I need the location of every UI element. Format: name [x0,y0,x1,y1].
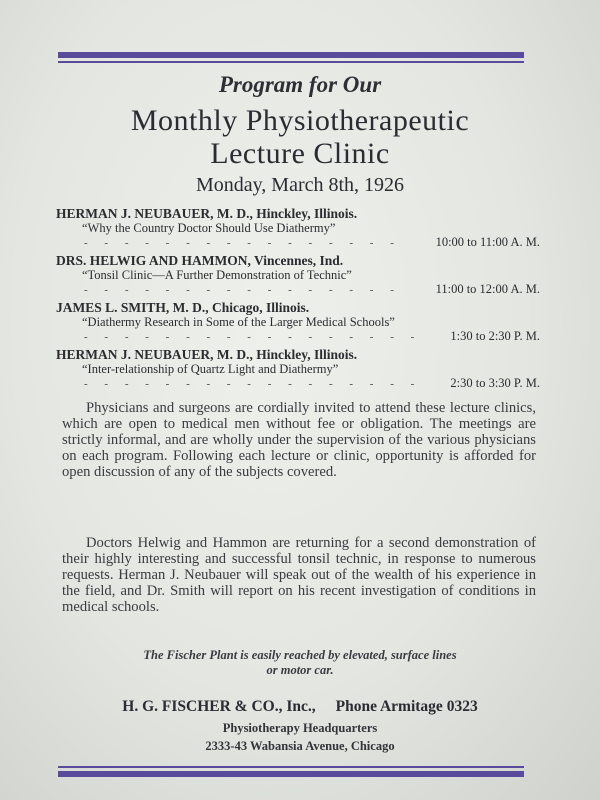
leader-dots: - - - - - - - - - - - - - - - - - [84,378,422,390]
session-speaker: DRS. HELWIG AND HAMMON, Vincennes, Ind. [56,253,344,268]
session-talk-title: “Inter-relationship of Quartz Light and Diathermy” [82,362,339,376]
session-time: 11:00 to 12:00 A. M. [435,282,540,296]
directions-note [0,648,600,678]
program-date: Monday, March 8th, 1926 [195,174,405,196]
session-time-row [56,376,540,391]
main-title [0,104,600,170]
leader-dots: - - - - - - - - - - - - - - - - [84,237,401,249]
session-time-row [56,282,540,297]
company-phone: Phone Armitage 0323 [335,698,478,715]
directions-line-1: The Fischer Plant is easily reached by elevated, surface lines [143,648,457,662]
company-tagline: Physiotherapy Headquarters [222,721,378,735]
session-speaker: HERMAN J. NEUBAUER, M. D., Hinckley, Illinois. [56,347,358,362]
session-talk-title: “Tonsil Clinic—A Further Demonstration of Technic” [82,268,352,282]
session-speaker: JAMES L. SMITH, M. D., Chicago, Illinois. [56,300,310,315]
session-speaker: HERMAN J. NEUBAUER, M. D., Hinckley, Illinois. [56,206,358,221]
session-time: 1:30 to 2:30 P. M. [450,329,540,343]
session-time: 2:30 to 3:30 P. M. [450,376,540,390]
company-line [0,698,600,716]
speakers-paragraph: Doctors Helwig and Hammon are returning for a second demonstration of their highly interesting and successful tonsil technic, in response to numerous requests. Herman J. Neubauer will speak out of the wealth of his experience in the field, and Dr. Smith will report on his recent investigation of conditions in medical schools. [62,535,536,615]
top-double-rule [58,52,524,63]
leader-dots: - - - - - - - - - - - - - - - - [84,284,401,296]
session-item [56,253,540,297]
company-name: H. G. FISCHER & CO., Inc., [122,698,316,715]
invitation-paragraph: Physicians and surgeons are cordially invited to attend these lecture clinics, which are open to medical men without fee or obligation. The meetings are strictly informal, and are wholly under the supervision of the various physicians on each program. Following each lecture or clinic, opportunity is afforded for open discussion of any of the subjects covered. [62,400,536,480]
session-talk-title: “Why the Country Doctor Should Use Diathermy” [82,221,336,235]
leader-dots: - - - - - - - - - - - - - - - - - [84,331,422,343]
directions-line-2: or motor car. [266,663,334,677]
session-time-row [56,329,540,344]
bottom-double-rule [58,766,524,777]
session-time-row [56,235,540,250]
company-address: 2333-43 Wabansia Avenue, Chicago [205,739,395,753]
session-item [56,300,540,344]
title-line-1: Program for Our [218,72,382,97]
session-item [56,347,540,391]
session-item [56,206,540,250]
session-time: 10:00 to 11:00 A. M. [435,235,540,249]
session-list [56,206,540,394]
title-line-3: Lecture Clinic [210,137,390,170]
title-line-2: Monthly Physiotherapeutic [130,104,470,137]
session-talk-title: “Diathermy Research in Some of the Larger Medical Schools” [82,315,395,329]
